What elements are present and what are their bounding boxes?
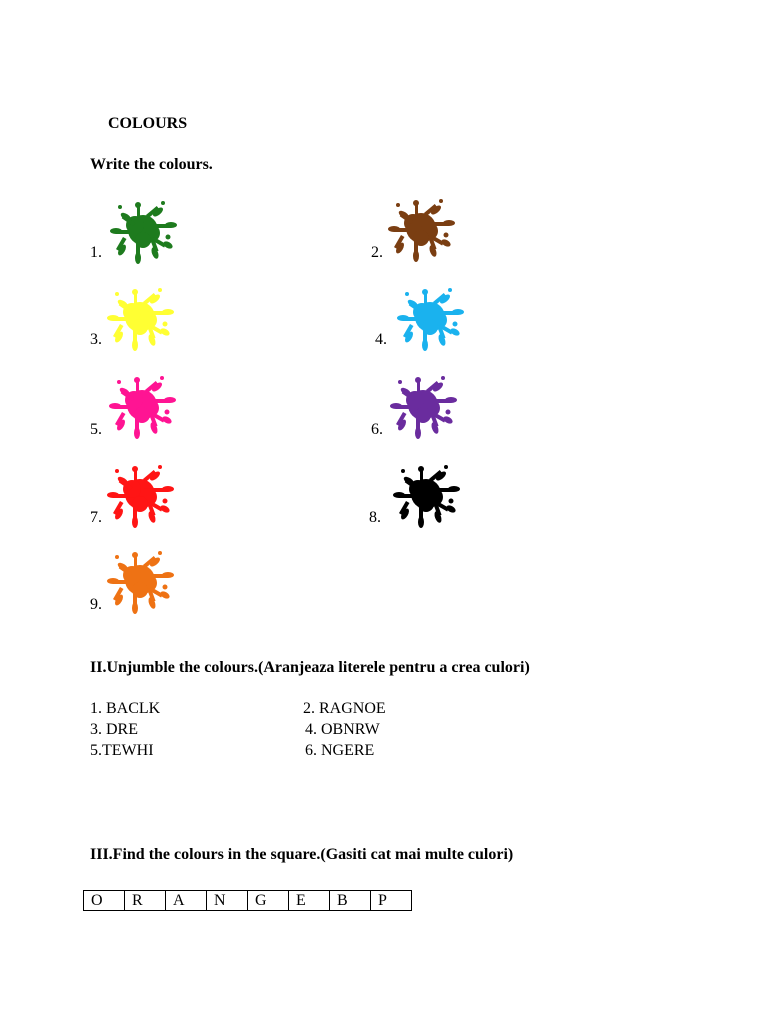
grid-cell: E bbox=[289, 891, 330, 911]
black-paint-splash-icon bbox=[391, 459, 461, 529]
grid-cell: N bbox=[207, 891, 248, 911]
grid-cell: R bbox=[125, 891, 166, 911]
word-search-grid bbox=[83, 890, 412, 911]
item-2-number: 2. bbox=[371, 244, 383, 261]
jumbled-word-4: 4. OBNRW bbox=[305, 721, 380, 738]
item-8-number: 8. bbox=[369, 509, 381, 526]
page-title: COLOURS bbox=[108, 115, 188, 132]
item-3-number: 3. bbox=[90, 331, 102, 348]
grid-cell: A bbox=[166, 891, 207, 911]
task1-heading: Write the colours. bbox=[90, 156, 213, 173]
blue-paint-splash-icon bbox=[395, 282, 465, 352]
orange-paint-splash-icon bbox=[105, 545, 175, 615]
grid-row bbox=[84, 891, 412, 911]
grid-cell: O bbox=[84, 891, 125, 911]
jumbled-word-1: 1. BACLK bbox=[90, 700, 161, 717]
brown-paint-splash-icon bbox=[386, 193, 456, 263]
jumbled-word-5: 5.TEWHI bbox=[90, 742, 154, 759]
jumbled-word-6: 6. NGERE bbox=[305, 742, 375, 759]
pink-paint-splash-icon bbox=[107, 370, 177, 440]
task2-heading: II.Unjumble the colours.(Aranjeaza literele pentru a crea culori) bbox=[90, 659, 530, 676]
task3-heading: III.Find the colours in the square.(Gasiti cat mai multe culori) bbox=[90, 846, 514, 863]
jumbled-word-3: 3. DRE bbox=[90, 721, 138, 738]
red-paint-splash-icon bbox=[105, 459, 175, 529]
jumbled-word-2: 2. RAGNOE bbox=[303, 700, 386, 717]
item-5-number: 5. bbox=[90, 421, 102, 438]
item-1-number: 1. bbox=[90, 244, 102, 261]
item-6-number: 6. bbox=[371, 421, 383, 438]
item-4-number: 4. bbox=[375, 331, 387, 348]
green-paint-splash-icon bbox=[108, 195, 178, 265]
purple-paint-splash-icon bbox=[388, 370, 458, 440]
item-7-number: 7. bbox=[90, 509, 102, 526]
grid-cell: G bbox=[248, 891, 289, 911]
grid-cell: B bbox=[330, 891, 371, 911]
grid-cell: P bbox=[371, 891, 412, 911]
yellow-paint-splash-icon bbox=[105, 282, 175, 352]
item-9-number: 9. bbox=[90, 596, 102, 613]
